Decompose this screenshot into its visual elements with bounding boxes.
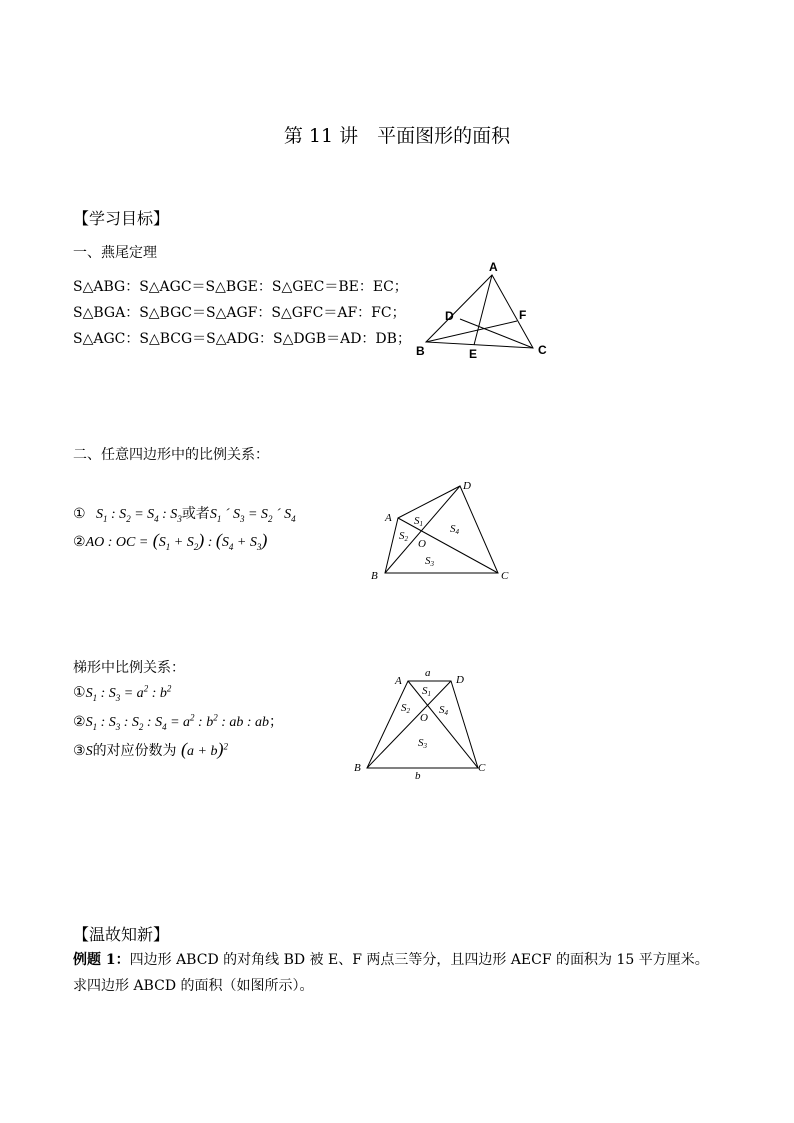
part1-line-1: S△ABG：S△AGC＝S△BGE：S△GEC＝BE：EC； — [73, 279, 408, 295]
quadrilateral-figure — [362, 474, 522, 586]
item-number: ① — [73, 684, 86, 701]
diagonal-ac — [398, 518, 498, 573]
label-d: D — [463, 480, 471, 492]
label-c: C — [501, 570, 509, 582]
part2-heading: 二、任意四边形中的比例关系： — [73, 447, 269, 463]
part3-item-1 — [73, 683, 171, 702]
example-1-line-1 — [73, 949, 709, 969]
formula-ratio: $S_1$ : $S_2 = S_4$ : $S_3$ — [96, 507, 182, 524]
diagonal-bd — [367, 681, 451, 768]
item-number: ① — [73, 506, 86, 522]
label-f: F — [519, 308, 527, 322]
part1-heading: 一、燕尾定理 — [73, 245, 157, 261]
label-s2: S2 — [399, 530, 408, 543]
label-b: B — [416, 344, 425, 358]
triangle-abc — [426, 275, 533, 348]
section-goals-heading: 【学习目标】 — [73, 209, 170, 228]
label-c: C — [478, 762, 486, 774]
label-a: A — [385, 512, 392, 524]
diagonal-ac — [408, 681, 478, 768]
part1-line-3: S△AGC：S△BCG＝S△ADG：S△DGB＝AD：DB； — [73, 331, 411, 347]
label-c: C — [538, 343, 547, 357]
example-text-1: 四边形 ABCD 的对角线 BD 被 E、F 两点三等分，且四边形 AECF 的面积为 15 平方厘米。 — [129, 952, 709, 968]
item-number: ② — [73, 534, 86, 550]
example-label: 例题 1： — [73, 952, 130, 968]
swallowtail-figure — [405, 258, 565, 366]
item-number: ③ — [73, 743, 86, 759]
or-text: 或者 — [181, 506, 210, 522]
example-1-line-2: 求四边形 ABCD 的面积（如图所示）。 — [73, 978, 314, 994]
part2-item-2 — [73, 530, 267, 552]
formula-rhs: $(S_1 + S_2)$ : $(S_4 + S_3)$ — [152, 530, 268, 552]
part2-item-1 — [73, 503, 296, 524]
label-b: B — [371, 570, 378, 582]
label-o: O — [420, 712, 428, 724]
trapezoid-figure — [348, 664, 498, 784]
label-a-side: a — [425, 667, 431, 679]
section-review-heading: 【温故知新】 — [73, 925, 170, 944]
part3-heading: 梯形中比例关系： — [73, 660, 185, 676]
formula-ao-oc: AO : OC = — [85, 535, 149, 550]
part3-item-2: $②S_1$ : $S_3$ : $S_2$ : $S_4 = a^2$ : $b^2$ : ab : ab； — [73, 712, 284, 732]
symbol-s: S — [85, 744, 93, 759]
line-ae — [474, 275, 492, 345]
label-o: O — [418, 538, 426, 550]
diagonal-bd — [385, 486, 460, 573]
formula-four-parts: $S_1$ : $S_3$ : $S_2$ : $S_4 = a^2$ : $b^2$ : ab : ab — [85, 712, 270, 732]
label-b: B — [354, 762, 361, 774]
label-d: D — [445, 309, 454, 323]
label-e: E — [469, 347, 478, 361]
part3-item-3 — [73, 739, 228, 760]
label-s3: S3 — [425, 555, 434, 568]
part1-line-2: S△BGA：S△BGC＝S△AGF：S△GFC＝AF：FC； — [73, 305, 406, 321]
label-a: A — [395, 675, 402, 687]
label-s1: S1 — [414, 515, 423, 528]
formula-product: $S_1$ ´ $S_3 = S_2$ ´ $S_4$ — [209, 507, 296, 524]
label-s2: S2 — [401, 702, 410, 715]
formula-s1-s3: $S_1$ : $S_3 = a^2$ : $b^2$ — [85, 683, 172, 703]
item-number: ② — [73, 714, 86, 730]
label-s1: S1 — [422, 685, 431, 698]
line-cd — [460, 319, 533, 348]
label-d: D — [456, 674, 464, 686]
line-bf — [426, 321, 517, 342]
formula-a-plus-b: $(a + b)^2$ — [181, 739, 228, 759]
label-b-side: b — [415, 770, 421, 782]
label-s3: S3 — [418, 737, 427, 750]
label-s4: S4 — [450, 523, 459, 536]
item3-text: 的对应份数为 — [92, 743, 177, 759]
label-s4: S4 — [439, 704, 448, 717]
page-title: 第 11 讲 平面图形的面积 — [283, 125, 511, 147]
label-a: A — [489, 260, 498, 274]
